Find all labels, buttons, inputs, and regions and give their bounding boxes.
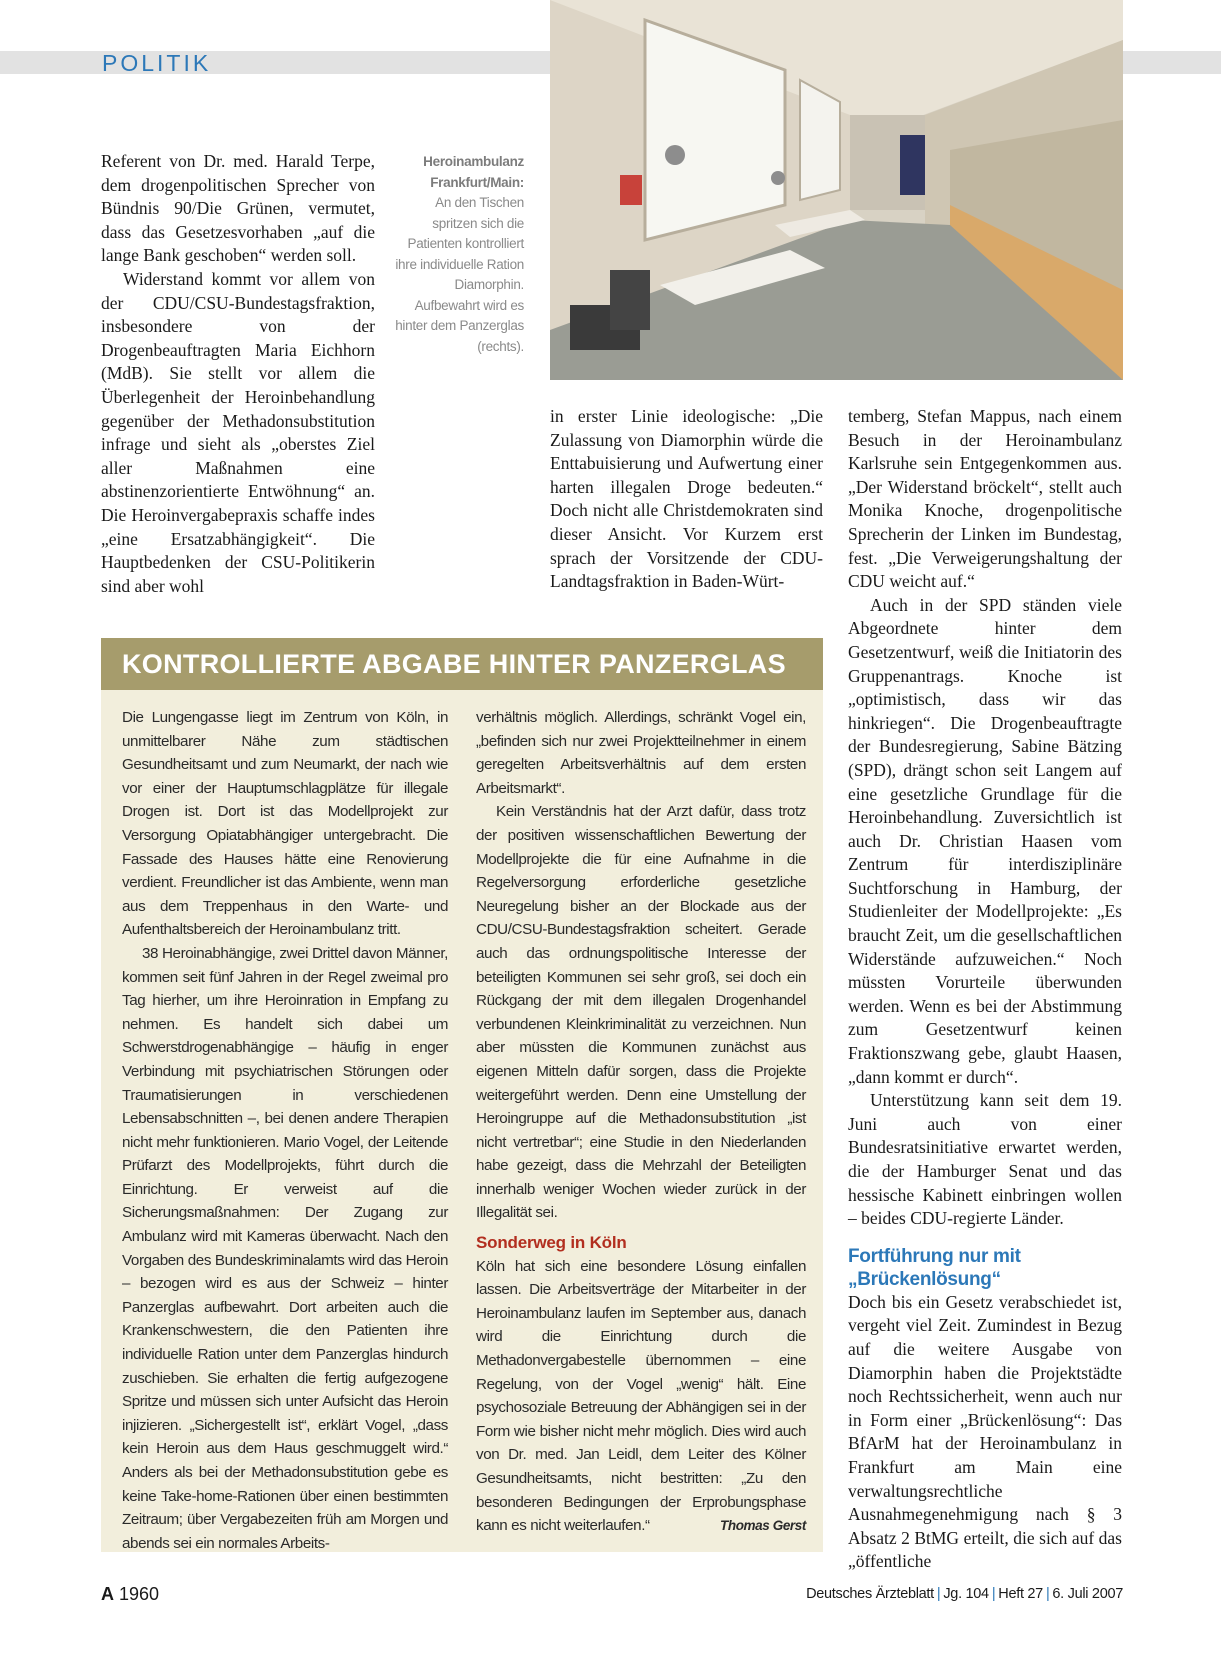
infobox-column-right	[476, 706, 806, 1538]
page-number-value: 1960	[119, 1584, 160, 1604]
caption-title: Heroinambulanz Frankfurt/Main:	[423, 154, 524, 190]
page-number	[101, 1584, 159, 1605]
col1-paragraph: Referent von Dr. med. Harald Terpe, dem drogenpolitischen Sprecher von Bündnis 90/Die Grünen, vermutet, dass das Gesetzesvorhaben „auf die lange Bank geschoben“ werden soll.	[101, 151, 375, 266]
infobox-paragraph: Die Lungengasse liegt im Zentrum von Köln, in unmittelbarer Nähe zum städtischen Gesundheitsamt und zum Neumarkt, der nach wie vor einer der Hauptumschlagplätze für illegale Drogen ist. Dort ist das Modellprojekt zur Versorgung Opiatabhängiger untergebracht. Die Fassade des Hauses hätte eine Renovierung verdient. Freundlicher ist das Ambiente, wenn man aus dem Treppenhaus in den Warte- und Aufenthaltsbereich der Heroinambulanz tritt.	[122, 709, 448, 939]
col3-paragraph: Doch bis ein Gesetz verabschiedet ist, vergeht viel Zeit. Zumindest in Bezug auf die weitere Ausgabe von Diamorphin haben die Projektstädte noch Rechtssicherheit, wenn auch nur in Form einer „Brückenlösung“: Das BfArM hat der Heroinambulanz in Frankfurt am Main eine verwaltungsrechtliche Ausnahmegenehmigung nach § 3 Absatz 2 BtMG erteilt, die sich auf das „öffentliche	[848, 1291, 1122, 1572]
article-column-1	[101, 150, 375, 598]
journal-issue: Heft 27	[998, 1586, 1043, 1602]
infobox-paragraph: Kein Verständnis hat der Arzt dafür, dass trotz der positiven wissenschaftlichen Bewertung der Modellprojekte die für eine Aufnahme in die Regelversorgung erforderliche gesetzliche Neuregelung bisher an der Blockade aus der CDU/CSU-Bundestagsfraktion scheitert. Gerade auch das ordnungspolitische Interesse der beteiligten Kommunen sei sehr groß, sei doch ein Rückgang der mit dem illegalen Drogenhandel verbundenen Kleinkriminalität zu verzeichnen. Nun aber müssten die Kommunen zunächst aus eigenen Mitteln dafür sorgen, dass die Projekte weitergeführt werden. Denn eine Umstellung der Heroingruppe auf die Methadonsubstitution „ist nicht vertretbar“; eine Studie in den Niederlanden habe gezeigt, dass die Mehrzahl der Beteiligten innerhalb weniger Wochen wieder zurück in der Illegalität sei.	[476, 803, 806, 1222]
footer-separator: |	[991, 1586, 996, 1602]
footer-publication	[806, 1586, 1123, 1602]
journal-volume: Jg. 104	[943, 1586, 989, 1602]
article-column-2	[550, 405, 823, 594]
col3-subhead: Fortführung nur mit „Brückenlösung“	[848, 1245, 1021, 1290]
journal-date: 6. Juli 2007	[1052, 1586, 1123, 1602]
col2-paragraph: in erster Linie ideologische: „Die Zulassung von Diamorphin würde die Enttabuisierung und Aufwertung einer harten illegalen Droge bedeuten.“ Doch nicht alle Christdemokraten sind dieser Ansicht. Vor Kurzem erst sprach der Vorsitzende der CDU-Landtagsfraktion in Baden-Würt-	[550, 406, 823, 592]
infobox-column-left	[122, 706, 448, 1555]
infobox-paragraph: 38 Heroinabhängige, zwei Drittel davon Männer, kommen seit fünf Jahren in der Regel zweimal pro Tag hierher, um ihre Heroinration in Empfang zu nehmen. Es handelt sich dabei um Schwerstdrogenabhängige – häufig in enger Verbindung mit psychiatrischen Störungen oder Traumatisierungen in verschiedenen Lebensabschnitten –, bei denen andere Therapien nicht mehr funktionieren. Mario Vogel, der Leitende Prüfarzt des Modellprojekts, führt durch die Einrichtung. Er verweist auf die Sicherungsmaßnahmen: Der Zugang zur Ambulanz wird mit Kameras überwacht. Nach den Vorgaben des Bundeskriminalamts wird das Heroin – bezogen wird es aus der Schweiz – hinter Panzerglas aufbewahrt. Dort arbeiten auch die Krankenschwestern, die den Patienten ihre individuelle Ration unter dem Panzerglas hindurch zuschieben. Sie erhalten die fertig aufgezogene Spritze und müssen sich unter Aufsicht das Heroin injizieren. „Sichergestellt ist“, erklärt Vogel, „dass kein Heroin aus dem Haus geschmuggelt wird.“ Anders als bei der Methadonsubstitution gebe es keine Take-home-Rationen über einen bestimmten Zeitraum; über Vergabezeiten früh am Morgen und abends sei ein normales Arbeits-	[122, 944, 448, 1552]
journal-name: Deutsches Ärzteblatt	[806, 1586, 934, 1602]
section-label: POLITIK	[102, 50, 212, 76]
photo-heroinambulanz	[550, 0, 1123, 380]
photo-illustration	[550, 0, 1123, 380]
infobox-paragraph	[476, 1255, 806, 1538]
article-column-3	[848, 405, 1122, 1574]
col3-paragraph: Unterstützung kann seit dem 19. Juni auch von einer Bundesratsinitiative erwartet werden, die der Hamburger Senat und das hessische Kabinett einbringen wollen – beides CDU-regierte Länder.	[848, 1090, 1122, 1229]
infobox-paragraph: verhältnis möglich. Allerdings, schränkt Vogel ein, „befinden sich nur zwei Projektteilnehmer in einem geregelten Arbeitsverhältnis auf dem ersten Arbeitsmarkt“.	[476, 709, 806, 797]
infobox-title: KONTROLLIERTE ABGABE HINTER PANZERGLAS	[122, 649, 786, 679]
footer-separator: |	[1045, 1586, 1050, 1602]
col3-paragraph: Auch in der SPD ständen viele Abgeordnete hinter dem Gesetzentwurf, weiß die Initiatorin des Gruppenantrags. Knoche ist „optimistisch, dass wir das hinkriegen“. Die Drogenbeauftragte der Bundesregierung, Sabine Bätzing (SPD), drängt schon seit Langem auf eine gesetzliche Grundlage für die Heroinbehandlung. Zuversichtlich ist auch Dr. Christian Haasen vom Zentrum für interdisziplinäre Suchtforschung in Hamburg, der Studienleiter der Modellprojekte: „Es braucht Zeit, um die gesellschaftlichen Widerstände aufzuweichen.“ Noch müssten Vorurteile überwunden werden. Wenn es bei der Abstimmung zum Gesetzentwurf keinen Fraktionszwang gebe, glaubt Haasen, „dann kommt er durch“.	[848, 594, 1122, 1087]
infobox-subhead: Sonderweg in Köln	[476, 1233, 627, 1253]
author-name: Thomas Gerst	[720, 1518, 806, 1534]
col3-paragraph: temberg, Stefan Mappus, nach einem Besuch in der Heroinambulanz Karlsruhe sein Entgegenkommen aus. „Der Widerstand bröckelt“, stellt auch Monika Knoche, drogenpolitische Sprecherin der Linken im Bundestag, fest. „Die Verweigerungshaltung der CDU weicht auf.“	[848, 406, 1122, 592]
col1-paragraph: Widerstand kommt vor allem von der CDU/CSU-Bundestagsfraktion, insbesondere von der Drogenbeauftragten Maria Eichhorn (MdB). Sie stellt vor allem die Überlegenheit der Heroinbehandlung gegenüber der Methadonsubstitution infrage und sieht als „oberstes Ziel aller Maßnahmen eine abstinenzorientierte Entwöhnung“ an. Die Heroinvergabepraxis schaffe indes „eine Ersatzabhängigkeit“. Die Hauptbedenken der CSU-Politikerin sind aber wohl	[101, 268, 375, 596]
footer-separator: |	[936, 1586, 941, 1602]
photo-caption	[392, 152, 524, 357]
caption-text: An den Tischen spritzen sich die Patienten kontrolliert ihre individuelle Ration Diamorphin. Aufbewahrt wird es hinter dem Panzerglas (rechts).	[395, 195, 524, 354]
infobox-last-paragraph: Köln hat sich eine besondere Lösung einfallen lassen. Die Arbeitsverträge der Mitarbeiter in der Heroinambulanz laufen im September aus, danach wird die Einrichtung durch die Methadonvergabestelle übernommen – eine Regelung, von der Vogel „wenig“ hält. Eine psychosoziale Betreuung der Abhängigen sei in der Form wie bisher nicht mehr möglich. Dies wird auch von Dr. med. Jan Leidl, dem Leiter des Kölner Gesundheitsamts, nicht bestritten: „Zu den besonderen Bedingungen der Erprobungsphase kann es nicht weiterlaufen.“	[476, 1257, 806, 1535]
page-prefix: A	[101, 1584, 114, 1604]
